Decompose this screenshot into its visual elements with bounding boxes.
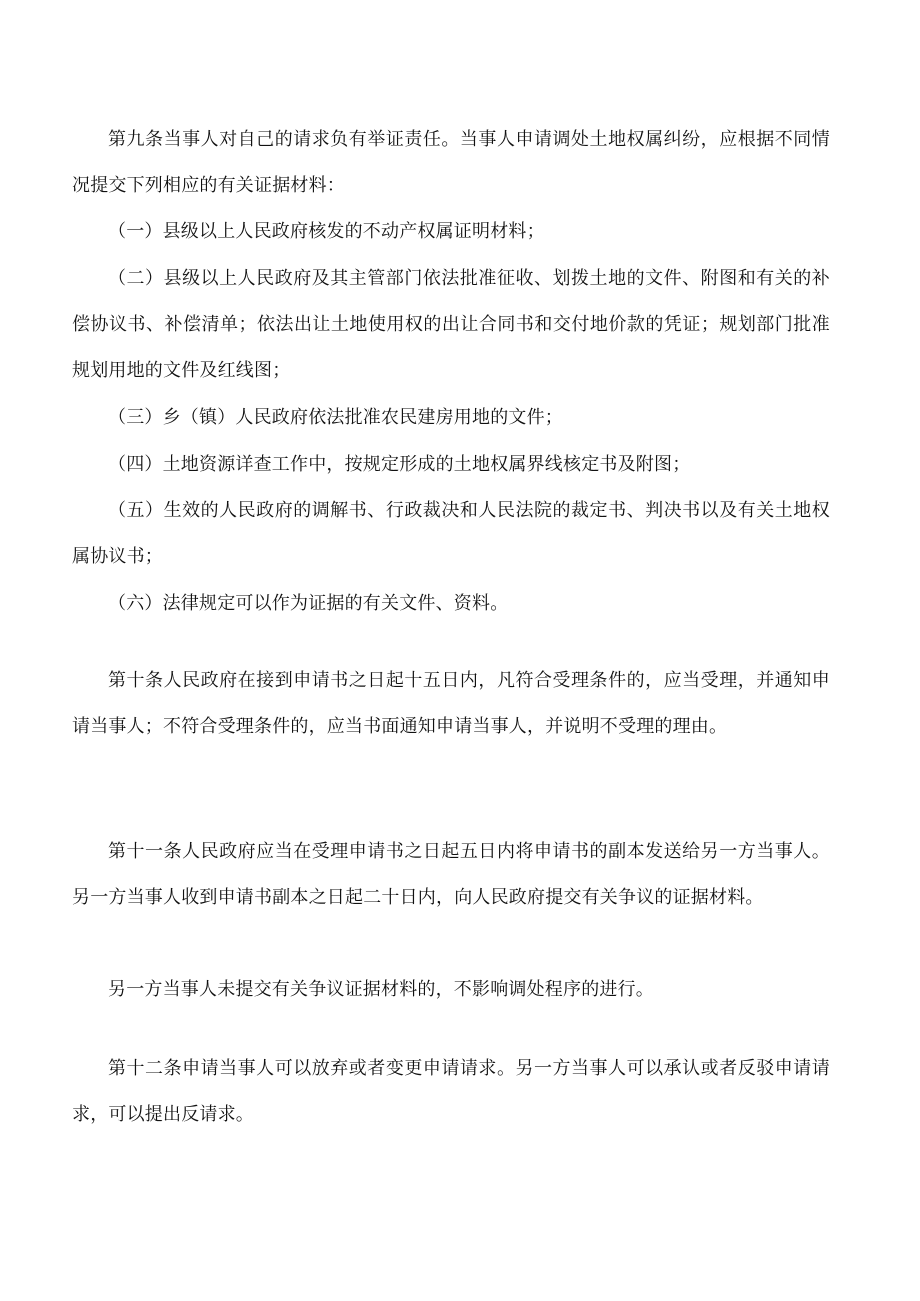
article-9-item-2: （二）县级以上人民政府及其主管部门依法批准征收、划拨土地的文件、附图和有关的补偿协议书、补偿清单；依法出让土地使用权的出让合同书和交付地价款的凭证；规划部门批准规划用地的文件及红线图； [72,268,830,381]
article-12-text: 第十二条申请当事人可以放弃或者变更申请请求。另一方当事人可以承认或者反驳申请请求，可以提出反请求。 [72,1058,830,1125]
article-9-item-1: （一）县级以上人民政府核发的不动产权属证明材料； [108,221,545,242]
article-9-item-3: （三）乡（镇）人民政府依法批准农民建房用地的文件； [108,407,563,428]
article-9-intro: 第九条当事人对自己的请求负有举证责任。当事人申请调处土地权属纠纷，应根据不同情况提交下列相应的有关证据材料： [72,129,830,196]
article-11-text-2: 另一方当事人未提交有关争议证据材料的，不影响调处程序的进行。 [108,979,654,1000]
article-9-item-5: （五）生效的人民政府的调解书、行政裁决和人民法院的裁定书、判决书以及有关土地权属协议书； [72,500,830,567]
article-10-text: 第十条人民政府在接到申请书之日起十五日内，凡符合受理条件的，应当受理，并通知申请当事人；不符合受理条件的，应当书面通知申请当事人，并说明不受理的理由。 [72,670,830,737]
article-9-item-6: （六）法律规定可以作为证据的有关文件、资料。 [108,593,509,614]
article-11-text: 第十一条人民政府应当在受理申请书之日起五日内将申请书的副本发送给另一方当事人。另一方当事人收到申请书副本之日起二十日内，向人民政府提交有关争议的证据材料。 [72,841,830,908]
article-9-item-4: （四）土地资源详查工作中，按规定形成的土地权属界线核定书及附图； [108,454,691,475]
